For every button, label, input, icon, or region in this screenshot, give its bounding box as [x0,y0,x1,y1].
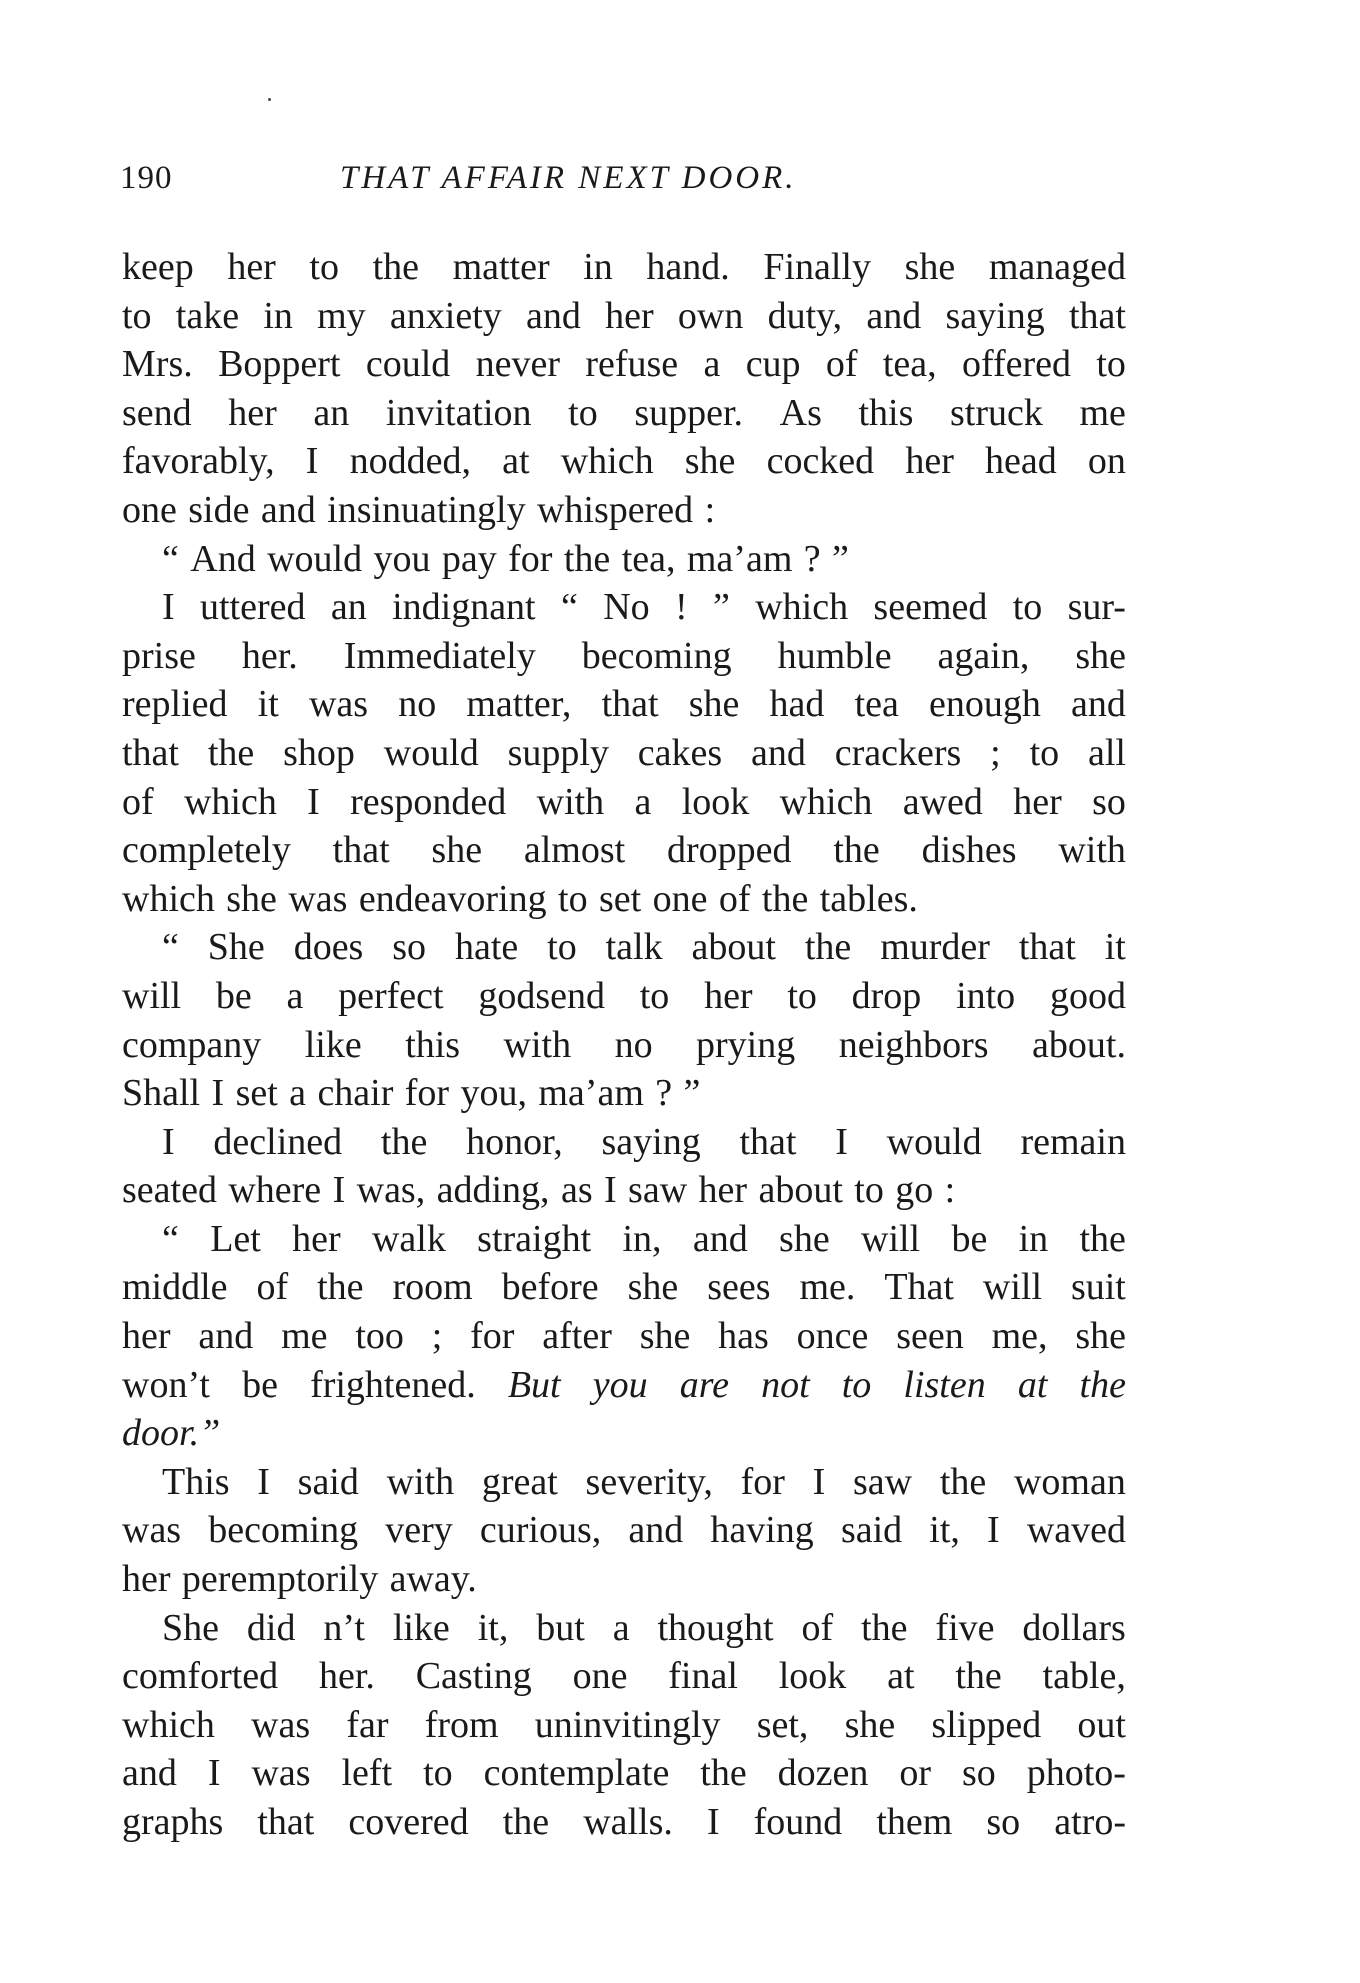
text-line: This I said with great severity, for I saw the woman [162,1460,1126,1503]
text-line: I uttered an indignant “ No ! ” which seemed to sur- [162,586,1126,629]
text-line: and I was left to contemplate the dozen or so photo- [122,1752,1126,1795]
text-line: of which I responded with a look which awed her so [122,780,1126,823]
text-line: which was far from uninvitingly set, she slipped out [122,1703,1126,1746]
text-line: her and me too ; for after she has once seen me, she [122,1315,1126,1358]
text-line: her peremptorily away. [122,1558,477,1601]
text-line: that the shop would supply cakes and crackers ; to all [122,731,1126,774]
text-line: company like this with no prying neighbors about. [122,1023,1126,1066]
text-line: She did n’t like it, but a thought of the five dollars [162,1606,1126,1649]
text-line: completely that she almost dropped the dishes with [122,829,1126,872]
text-line: favorably, I nodded, at which she cocked her head on [122,440,1126,483]
text-line: won’t be frightened. But you are not to listen at the [122,1363,1126,1406]
page-number: 190 [120,160,173,196]
text-line: prise her. Immediately becoming humble again, she [122,634,1126,677]
text-line: keep her to the matter in hand. Finally she managed [122,246,1126,288]
text-line: Mrs. Boppert could never refuse a cup of tea, offered to [122,343,1126,386]
text-line: “ And would you pay for the tea, ma’am ? ” [162,537,849,580]
text-line: graphs that covered the walls. I found them so atro- [122,1801,1126,1843]
running-head [120,158,1120,198]
text-line: I declined the honor, saying that I would remain [162,1120,1126,1163]
text-line: to take in my anxiety and her own duty, and saying that [122,294,1126,337]
stray-ink-mark [268,98,271,101]
text-line: door.” [122,1412,221,1455]
text-line: which she was endeavoring to set one of the tables. [122,877,918,920]
text-line: replied it was no matter, that she had tea enough and [122,683,1126,726]
text-line: will be a perfect godsend to her to drop into good [122,974,1126,1017]
text-line: seated where I was, adding, as I saw her about to go : [122,1169,956,1212]
text-line: “ She does so hate to talk about the murder that it [162,926,1126,969]
text-line: send her an invitation to supper. As this struck me [122,391,1126,434]
body-text [122,243,1126,1847]
text-line: comforted her. Casting one final look at the table, [122,1655,1126,1698]
text-line: one side and insinuatingly whispered : [122,488,716,531]
text-line: “ Let her walk straight in, and she will be in the [162,1217,1126,1260]
running-title: THAT AFFAIR NEXT DOOR. [340,160,797,196]
text-line: middle of the room before she sees me. That will suit [122,1266,1126,1309]
text-line: was becoming very curious, and having said it, I waved [122,1509,1126,1552]
text-line: Shall I set a chair for you, ma’am ? ” [122,1072,701,1115]
